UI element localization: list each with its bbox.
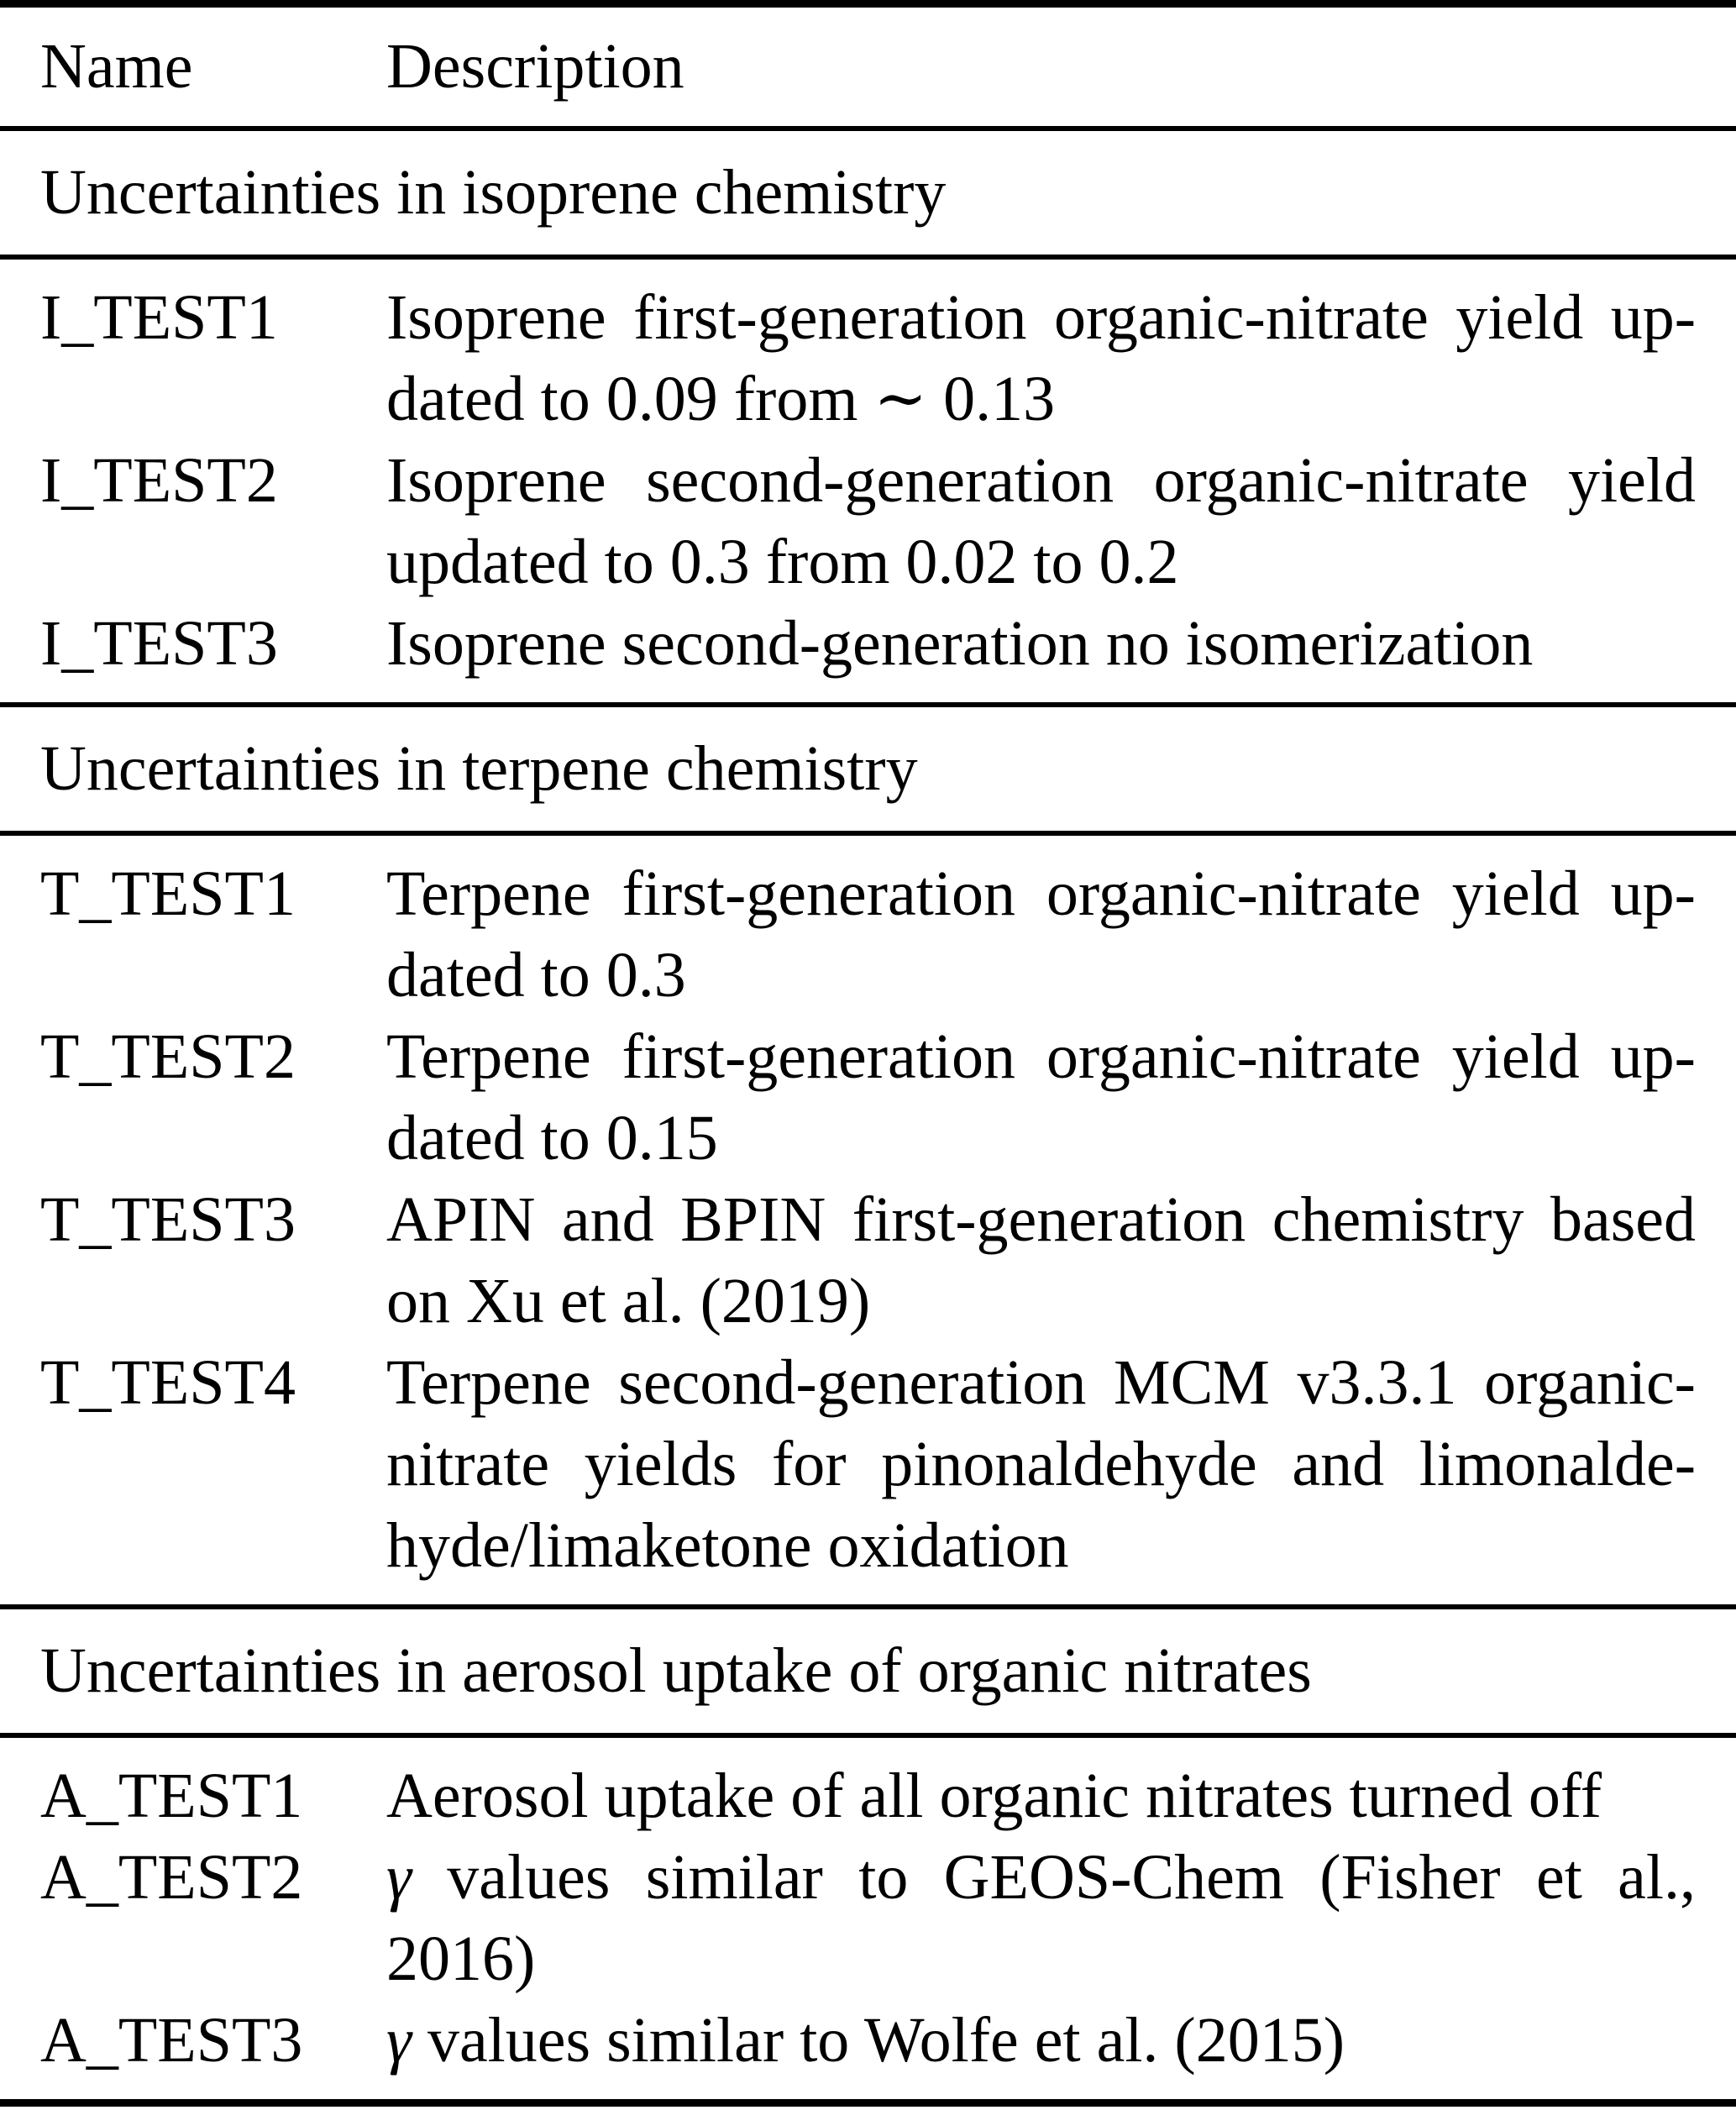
description-line: Terpene first-generation organic-nitrate yield up- [386,858,1696,929]
row-description [386,1342,1696,1587]
description-line: γ values similar to Wolfe et al. (2015) [386,2005,1345,2076]
section-header: Uncertainties in isoprene chemistry [40,157,947,228]
table-header-row [0,8,1736,126]
gamma-symbol: γ [386,1842,412,1913]
row-description [386,440,1696,603]
section-rows [0,260,1736,702]
row-description [386,1837,1696,2000]
description-line: Aerosol uptake of all organic nitrates turned off [386,1761,1602,1831]
section-header-row [0,707,1736,831]
description-line: Terpene second-generation MCM v3.3.1 organic- [386,1347,1696,1418]
table-row [0,853,1736,1016]
description-line: APIN and BPIN first-generation chemistry based [386,1184,1696,1255]
description-line: nitrate yields for pinonaldehyde and limonalde- [386,1429,1696,1499]
table-row [0,1179,1736,1342]
description-line: on Xu et al. (2019) [386,1266,871,1336]
table-top-rule [0,0,1736,8]
table-body [0,131,1736,2099]
table-row [0,2000,1736,2081]
row-description [386,277,1696,440]
section-header-row [0,1609,1736,1733]
description-line: Isoprene second-generation no isomerization [386,608,1534,679]
row-name: I_TEST3 [40,608,278,679]
row-name: A_TEST2 [40,1842,303,1913]
description-line: Terpene first-generation organic-nitrate yield up- [386,1021,1696,1092]
row-name: T_TEST3 [40,1184,296,1255]
description-line: dated to 0.15 [386,1103,718,1173]
description-line: dated to 0.3 [386,940,686,1010]
description-line: hyde/limaketone oxidation [386,1510,1069,1581]
section-rows [0,1738,1736,2099]
row-description [386,1179,1696,1342]
description-line: Isoprene first-generation organic-nitrate yield up- [386,282,1696,353]
row-description [386,853,1696,1016]
table-row [0,1756,1736,1837]
section-header: Uncertainties in aerosol uptake of organic nitrates [40,1635,1312,1706]
table-row [0,603,1736,685]
description-line: γ values similar to GEOS-Chem (Fisher et al., [386,1842,1696,1913]
table-bottom-rule [0,2099,1736,2107]
table-row [0,440,1736,603]
description-line: Isoprene second-generation organic-nitrate yield [386,445,1696,516]
description-line: 2016) [386,1924,536,1994]
row-description [386,603,1696,685]
gamma-symbol: γ [386,2005,412,2076]
row-name: T_TEST1 [40,858,296,929]
table-row [0,1016,1736,1179]
row-name: A_TEST3 [40,2005,303,2076]
row-description [386,1016,1696,1179]
row-description [386,1756,1696,1837]
row-name: A_TEST1 [40,1761,303,1831]
row-name: I_TEST1 [40,282,278,353]
column-header-description: Description [386,31,684,102]
description-line: dated to 0.09 from ∼ 0.13 [386,364,1056,434]
section-header: Uncertainties in terpene chemistry [40,733,918,804]
table-row [0,1837,1736,2000]
section-rows [0,836,1736,1604]
row-description [386,2000,1696,2081]
table-row [0,1342,1736,1587]
section-header-row [0,131,1736,255]
row-name: T_TEST2 [40,1021,296,1092]
table-row [0,277,1736,440]
description-line: updated to 0.3 from 0.02 to 0.2 [386,527,1179,597]
row-name: I_TEST2 [40,445,278,516]
row-name: T_TEST4 [40,1347,296,1418]
column-header-name: Name [40,31,193,102]
